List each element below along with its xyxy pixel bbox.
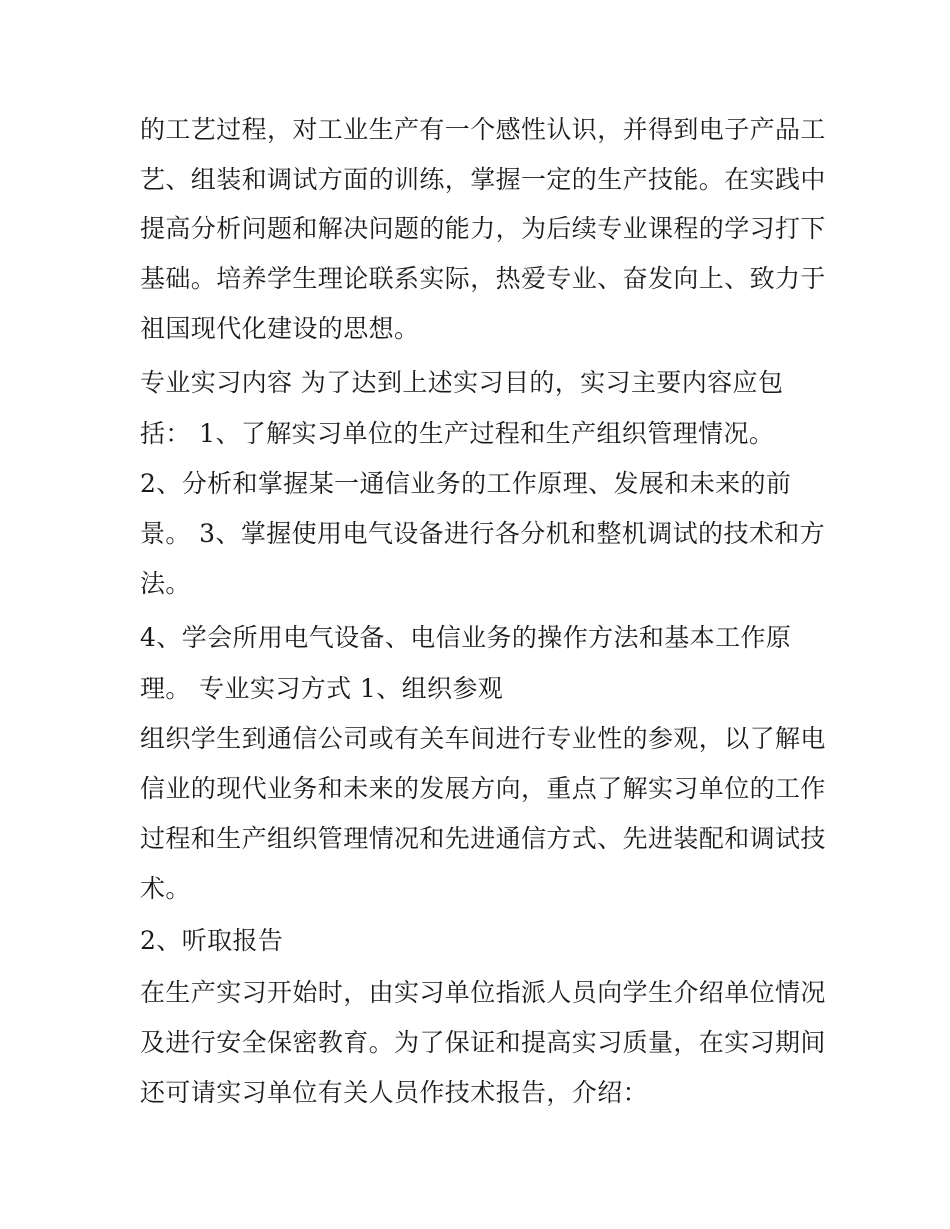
- text-line: 信业的现代业务和未来的发展方向，重点了解实习单位的工作: [140, 774, 826, 803]
- text-line: 的工艺过程，对工业生产有一个感性认识，并得到电子产品工: [140, 115, 826, 144]
- text-line: 艺、组装和调试方面的训练，掌握一定的生产技能。在实践中: [140, 165, 826, 194]
- text-line: 专业实习内容 为了达到上述实习目的，实习主要内容应包: [140, 368, 784, 397]
- text-line: 组织学生到通信公司或有关车间进行专业性的参观，以了解电: [140, 724, 826, 753]
- text-line: 还可请实习单位有关人员作技术报告，介绍：: [140, 1078, 649, 1107]
- text-line: 景。 3、掌握使用电气设备进行各分机和整机调试的技术和方: [140, 519, 826, 548]
- text-line: 2、听取报告: [140, 926, 284, 955]
- text-line: 提高分析问题和解决问题的能力，为后续专业课程的学习打下: [140, 214, 826, 243]
- text-line: 2、分析和掌握某一通信业务的工作原理、发展和未来的前: [140, 469, 792, 498]
- text-line: 及进行安全保密教育。为了保证和提高实习质量，在实习期间: [140, 1028, 826, 1057]
- text-line: 过程和生产组织管理情况和先进通信方式、先进装配和调试技: [140, 824, 826, 853]
- text-line: 基础。培养学生理论联系实际，热爱专业、奋发向上、致力于: [140, 264, 826, 293]
- text-line: 括： 1、了解实习单位的生产过程和生产组织管理情况。: [140, 419, 775, 448]
- text-line: 法。: [140, 569, 191, 598]
- text-line: 祖国现代化建设的思想。: [140, 314, 420, 343]
- text-line: 在生产实习开始时，由实习单位指派人员向学生介绍单位情况: [140, 978, 826, 1007]
- text-line: 理。 专业实习方式 1、组织参观: [140, 674, 504, 703]
- text-line: 4、学会所用电气设备、电信业务的操作方法和基本工作原: [140, 623, 792, 652]
- text-line: 术。: [140, 874, 191, 903]
